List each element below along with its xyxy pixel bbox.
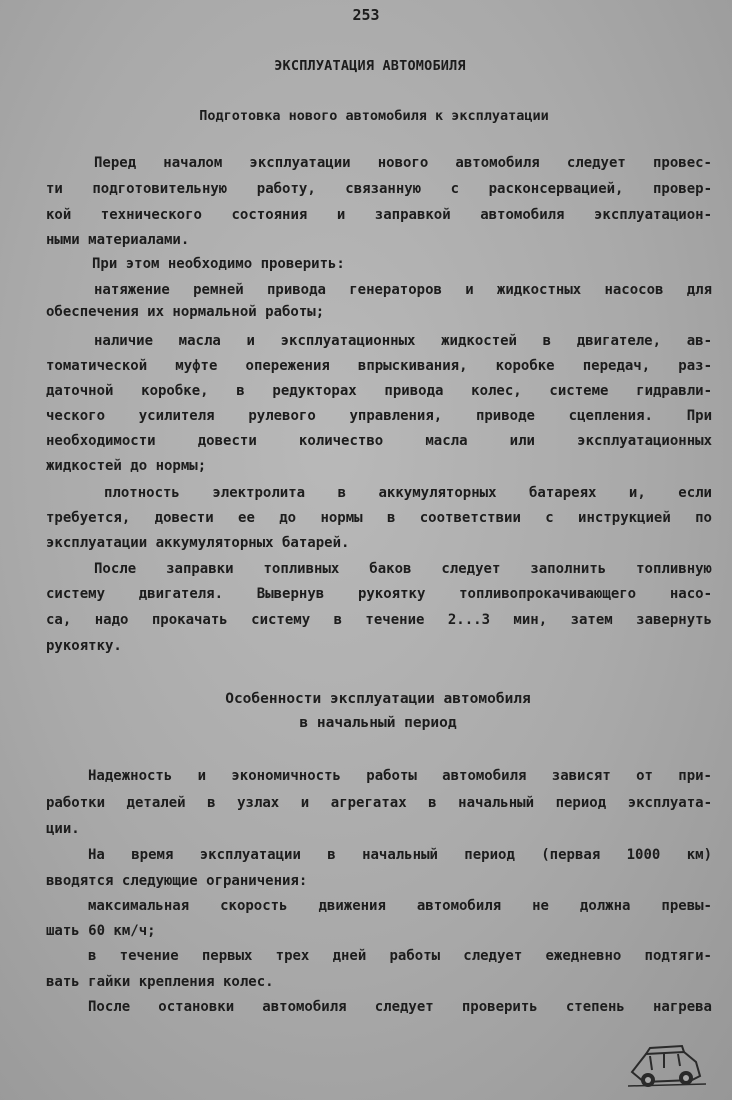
text-line: Надежность и экономичность работы автомобиля зависят от при- [88, 768, 712, 784]
text-line: При этом необходимо проверить: [92, 256, 345, 272]
text-line: томатической муфте опережения впрыскивания, коробке передач, раз- [46, 358, 712, 374]
text-line: вводятся следующие ограничения: [46, 873, 308, 889]
text-line: максимальная скорость движения автомобиля не должна превы- [88, 898, 712, 914]
text-line: Перед началом эксплуатации нового автомобиля следует провес- [94, 155, 712, 171]
section-subtitle: Подготовка нового автомобиля к эксплуатации [199, 108, 549, 124]
text-line: жидкостей до нормы; [46, 458, 207, 474]
text-line: наличие масла и эксплуатационных жидкостей в двигателе, ав- [94, 333, 712, 349]
text-line: ти подготовительную работу, связанную с расконсервацией, провер- [46, 181, 712, 197]
text-line: в течение первых трех дней работы следует ежедневно подтяги- [88, 948, 712, 964]
text-line: шать 60 км/ч; [46, 923, 156, 939]
text-line: После заправки топливных баков следует заполнить топливную [94, 561, 712, 577]
text-line: натяжение ремней привода генераторов и жидкостных насосов для [94, 282, 712, 298]
truck-stamp-icon [626, 1040, 708, 1092]
text-line: требуется, довести ее до нормы в соответствии с инструкцией по [46, 510, 712, 526]
text-line: систему двигателя. Вывернув рукоятку топливопрокачивающего насо- [46, 586, 712, 602]
text-line: вать гайки крепления колес. [46, 974, 274, 990]
text-line: эксплуатации аккумуляторных батарей. [46, 535, 350, 551]
text-line: необходимости довести количество масла или эксплуатационных [46, 433, 712, 449]
text-line: рукоятку. [46, 638, 122, 654]
text-line: ческого усилителя рулевого управления, приводе сцепления. При [46, 408, 712, 424]
page-number: 253 [352, 6, 380, 24]
text-line: ции. [46, 821, 80, 837]
text-line: даточной коробке, в редукторах привода колес, системе гидравли- [46, 383, 712, 399]
text-line: обеспечения их нормальной работы; [46, 304, 325, 320]
text-line: кой технического состояния и заправкой автомобиля эксплуатацион- [46, 207, 712, 223]
text-line: са, надо прокачать систему в течение 2...3 мин, затем завернуть [46, 612, 712, 628]
text-line: ными материалами. [46, 232, 190, 248]
text-line: После остановки автомобиля следует проверить степень нагрева [88, 999, 712, 1015]
section-heading: в начальный период [299, 715, 457, 731]
text-line: На время эксплуатации в начальный период (первая 1000 км) [88, 847, 712, 863]
text-line: плотность электролита в аккумуляторных батареях и, если [104, 485, 712, 501]
chapter-title: ЭКСПЛУАТАЦИЯ АВТОМОБИЛЯ [274, 58, 466, 74]
text-line: работки деталей в узлах и агрегатах в начальный период эксплуата- [46, 795, 712, 811]
section-heading: Особенности эксплуатации автомобиля [225, 691, 531, 707]
